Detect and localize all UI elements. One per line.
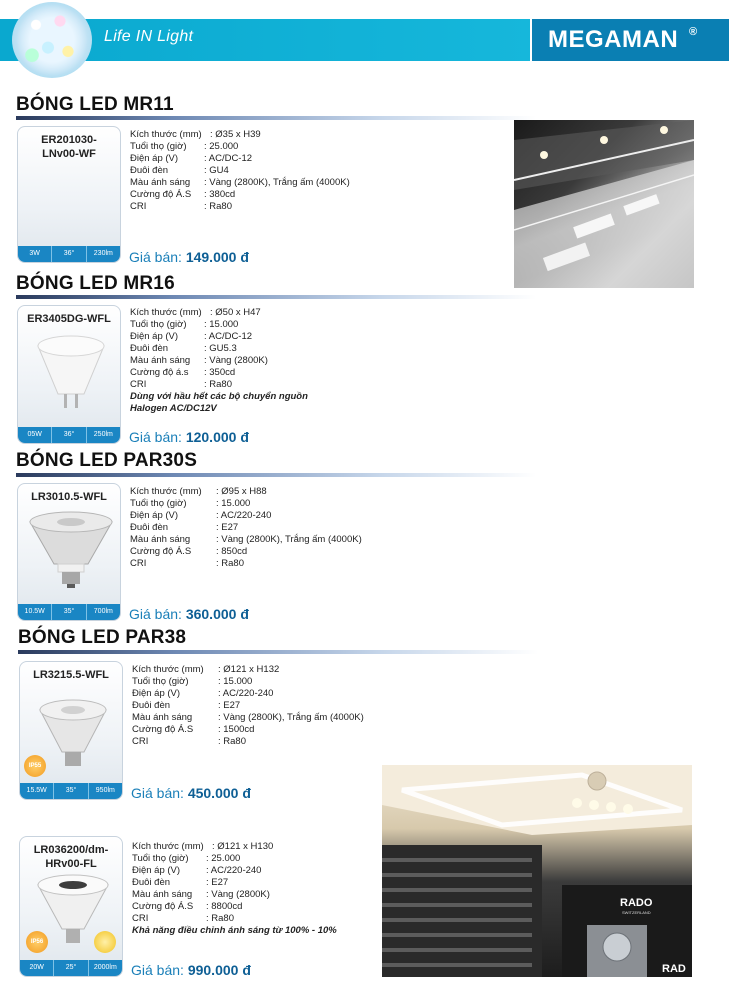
spec-key: Tuổi thọ (giờ): [130, 141, 187, 152]
wattage-value: 3W: [18, 246, 52, 262]
spec-key: Kích thước (mm): [130, 486, 202, 497]
beam-angle-value: 25°: [54, 960, 88, 976]
beam-angle-value: 36°: [52, 246, 86, 262]
product-code: ER201030- LNv00-WF: [41, 134, 97, 160]
spec-value: : Vàng (2800K): [204, 355, 268, 366]
display-case-illustration: [514, 120, 694, 288]
price-label: Giá bán:: [129, 606, 182, 622]
spec-value: : Ø121 x H132: [218, 664, 280, 675]
spec-row: [130, 367, 308, 379]
product-code: LR3010.5-WFL: [31, 491, 107, 503]
spec-row: [130, 379, 308, 391]
product-code: ER3405DG-WFL: [27, 313, 111, 325]
spec-key: CRI: [130, 379, 147, 390]
spec-row: [130, 522, 362, 534]
spec-row: [132, 688, 364, 700]
wattage-value: 05W: [18, 427, 52, 443]
product-card-mr11: [17, 126, 121, 263]
wattage-value: 15.5W: [20, 783, 54, 799]
price-value: 120.000 đ: [185, 429, 249, 445]
registered-mark: ®: [689, 26, 698, 38]
spec-note: Halogen AC/DC12V: [130, 403, 217, 414]
dimmable-icon: [94, 931, 116, 953]
price-par38: [131, 785, 251, 801]
spec-value: : GU4: [204, 165, 229, 176]
spec-row: [130, 510, 362, 522]
spec-row: [130, 343, 308, 355]
spec-row: [130, 141, 350, 153]
spec-key: Tuổi thọ (giờ): [132, 676, 189, 687]
price-label: Giá bán:: [129, 249, 182, 265]
spec-key: Kích thước (mm): [130, 129, 202, 140]
spec-row: [132, 712, 364, 724]
spec-key: CRI: [132, 736, 149, 747]
spec-list-par38: [132, 664, 364, 748]
boutique-interior-photo: [382, 765, 692, 977]
price-par30s: [129, 606, 249, 622]
spec-key: Đuôi đèn: [130, 165, 169, 176]
spec-row: [130, 486, 362, 498]
product-code: LR036200/dm- HRv00-FL: [33, 844, 109, 870]
product-stats-bar: [18, 604, 120, 620]
spec-row: [132, 700, 364, 712]
price-value: 450.000 đ: [187, 785, 251, 801]
spec-row: [132, 901, 337, 913]
spec-row: [130, 498, 362, 510]
price-value: 990.000 đ: [187, 962, 251, 978]
spec-value: : 25.000: [206, 853, 241, 864]
spec-value: : Ø35 x H39: [210, 129, 261, 140]
section-rule: [18, 650, 538, 654]
spec-row: [132, 865, 337, 877]
spec-row: [130, 189, 350, 201]
spec-value: : E27: [218, 700, 241, 711]
price-value: 149.000 đ: [185, 249, 249, 265]
spec-value: : 15.000: [204, 319, 239, 330]
spec-row: [130, 355, 308, 367]
spec-row: [130, 165, 350, 177]
store-sign: RADO: [620, 897, 653, 909]
spec-value: : 8800cd: [206, 901, 243, 912]
spec-row: [132, 664, 364, 676]
spec-row: [132, 676, 364, 688]
spec-key: Cường độ Á.S: [130, 546, 192, 557]
spec-row: [132, 913, 337, 925]
spec-key: Đuôi đèn: [132, 700, 171, 711]
spec-value: : Ra80: [216, 558, 244, 569]
spec-key: Tuổi thọ (giờ): [132, 853, 189, 864]
mr11-bulb-icon: [18, 127, 121, 263]
lumen-value: 2000lm: [93, 964, 117, 971]
spec-key: Tuổi thọ (giờ): [130, 319, 187, 330]
spec-row: [132, 853, 337, 865]
boutique-illustration: [382, 765, 692, 977]
spec-key: Đuôi đèn: [130, 522, 169, 533]
spec-key: Điện áp (V): [132, 865, 181, 876]
spec-key: Màu ánh sáng: [130, 534, 191, 545]
spec-key: Màu ánh sáng: [132, 712, 193, 723]
spec-list-par30s: [130, 486, 362, 570]
spec-list-par38-dimmable: [132, 841, 337, 937]
par38-dimmable-bulb-icon: [20, 837, 123, 977]
product-stats-bar: [18, 427, 120, 443]
spec-value: : Ø95 x H88: [216, 486, 267, 497]
ip-rating-badge: IP55: [24, 755, 46, 777]
spec-key: Tuổi thọ (giờ): [130, 498, 187, 509]
par30s-bulb-icon: [18, 484, 121, 621]
spec-value: : AC/DC-12: [204, 153, 253, 164]
product-stats-bar: [20, 960, 122, 976]
product-card-par30s: [17, 483, 121, 621]
spec-note: Khả năng điều chỉnh ánh sáng từ 100% - 10%: [132, 925, 337, 936]
lumen-value: 950lm: [95, 787, 115, 794]
price-par38-dimmable: [131, 962, 251, 978]
spec-value: : 15.000: [218, 676, 253, 687]
spec-value: : GU5.3: [204, 343, 237, 354]
page-header: [0, 0, 729, 82]
section-title-mr11: BÓNG LED MR11: [16, 94, 174, 115]
beam-angle-value: 35°: [52, 604, 86, 620]
spec-key: Đuôi đèn: [130, 343, 169, 354]
section-rule: [16, 295, 536, 299]
spec-value: : AC/220-240: [218, 688, 274, 699]
spec-value: : E27: [216, 522, 239, 533]
spec-value: : AC/DC-12: [204, 331, 253, 342]
spec-value: : 850cd: [216, 546, 248, 557]
spec-key: Cường độ Á.S: [132, 724, 194, 735]
beam-angle-value: 36°: [52, 427, 86, 443]
section-rule: [16, 473, 536, 477]
product-stats-bar: [18, 246, 120, 262]
wattage-value: 10.5W: [18, 604, 52, 620]
par38-bulb-icon: [20, 662, 123, 800]
section-title-par38: BÓNG LED PAR38: [18, 627, 187, 648]
wattage-value: 20W: [20, 960, 54, 976]
spec-row: [132, 877, 337, 889]
spec-row: [130, 201, 350, 213]
light-orb-logo-icon: [12, 2, 92, 78]
section-title-mr16: BÓNG LED MR16: [16, 273, 175, 294]
spec-key: Màu ánh sáng: [132, 889, 193, 900]
spec-row: [132, 889, 337, 901]
spec-key: CRI: [130, 201, 147, 212]
spec-note: Dùng với hầu hết các bộ chuyển nguồn: [130, 391, 308, 402]
price-value: 360.000 đ: [185, 606, 249, 622]
spec-key: Điện áp (V): [130, 510, 179, 521]
store-sign-sub: SWITZERLAND: [622, 910, 651, 915]
spec-key: Cường độ Á.S: [130, 189, 192, 200]
lumen-value: 230lm: [93, 250, 113, 257]
spec-key: Kích thước (mm): [130, 307, 202, 318]
spec-key: Điện áp (V): [130, 331, 179, 342]
spec-list-mr11: [130, 129, 350, 213]
lumen-value: 250lm: [93, 431, 113, 438]
product-card-par38: [19, 661, 123, 800]
spec-key: Điện áp (V): [132, 688, 181, 699]
spec-value: : 350cd: [204, 367, 236, 378]
price-mr11: [129, 249, 249, 265]
price-label: Giá bán:: [131, 785, 184, 801]
spec-value: : AC/220-240: [206, 865, 262, 876]
product-code: LR3215.5-WFL: [33, 669, 109, 681]
spec-value: : Ø50 x H47: [210, 307, 261, 318]
spec-value: : AC/220-240: [216, 510, 272, 521]
price-label: Giá bán:: [129, 429, 182, 445]
spec-value: : Ra80: [204, 201, 232, 212]
spec-key: Điện áp (V): [130, 153, 179, 164]
spec-row: [130, 331, 308, 343]
spec-row: [130, 153, 350, 165]
spec-key: Kích thước (mm): [132, 841, 204, 852]
spec-row: [130, 129, 350, 141]
mr16-bulb-icon: [18, 306, 121, 444]
lumen-value: 700lm: [93, 608, 113, 615]
spec-value: : Vàng (2800K), Trắng ấm (4000K): [216, 534, 362, 545]
store-sign-partial: RAD: [662, 963, 686, 975]
product-card-mr16: [17, 305, 121, 444]
section-rule: [16, 116, 536, 120]
spec-row: [132, 724, 364, 736]
spec-key: Màu ánh sáng: [130, 355, 191, 366]
spec-key: Cường độ á.s: [130, 367, 189, 378]
spec-key: Màu ánh sáng: [130, 177, 191, 188]
spec-row: [130, 177, 350, 189]
product-stats-bar: [20, 783, 122, 799]
spec-value: : Ra80: [204, 379, 232, 390]
price-mr16: [129, 429, 249, 445]
spec-key: CRI: [130, 558, 147, 569]
spec-value: : 1500cd: [218, 724, 255, 735]
spec-row: [132, 841, 337, 853]
spec-value: : Vàng (2800K), Trắng ấm (4000K): [204, 177, 350, 188]
spec-row: [130, 319, 308, 331]
price-label: Giá bán:: [131, 962, 184, 978]
spec-value: : Vàng (2800K), Trắng ấm (4000K): [218, 712, 364, 723]
spec-row: [130, 558, 362, 570]
product-card-par38-dimmable: [19, 836, 123, 977]
spec-key: Cường độ Á.S: [132, 901, 194, 912]
spec-key: CRI: [132, 913, 149, 924]
spec-key: Kích thước (mm): [132, 664, 204, 675]
spec-value: : Ra80: [206, 913, 234, 924]
spec-value: : Vàng (2800K): [206, 889, 270, 900]
spec-row: [130, 307, 308, 319]
store-display-photo: [514, 120, 694, 288]
tagline: Life IN Light: [104, 28, 194, 45]
ip-rating-badge: IP56: [26, 931, 48, 953]
beam-angle-value: 35°: [54, 783, 88, 799]
spec-row: [130, 546, 362, 558]
spec-key: Đuôi đèn: [132, 877, 171, 888]
spec-row: [130, 534, 362, 546]
spec-value: : Ø121 x H130: [212, 841, 274, 852]
spec-value: : 25.000: [204, 141, 239, 152]
section-title-par30s: BÓNG LED PAR30S: [16, 450, 198, 471]
spec-value: : 15.000: [216, 498, 251, 509]
spec-value: : 380cd: [204, 189, 236, 200]
spec-value: : Ra80: [218, 736, 246, 747]
brand-logo: MEGAMAN: [548, 26, 679, 53]
spec-list-mr16: [130, 307, 308, 415]
spec-value: : E27: [206, 877, 229, 888]
spec-row: [132, 736, 364, 748]
